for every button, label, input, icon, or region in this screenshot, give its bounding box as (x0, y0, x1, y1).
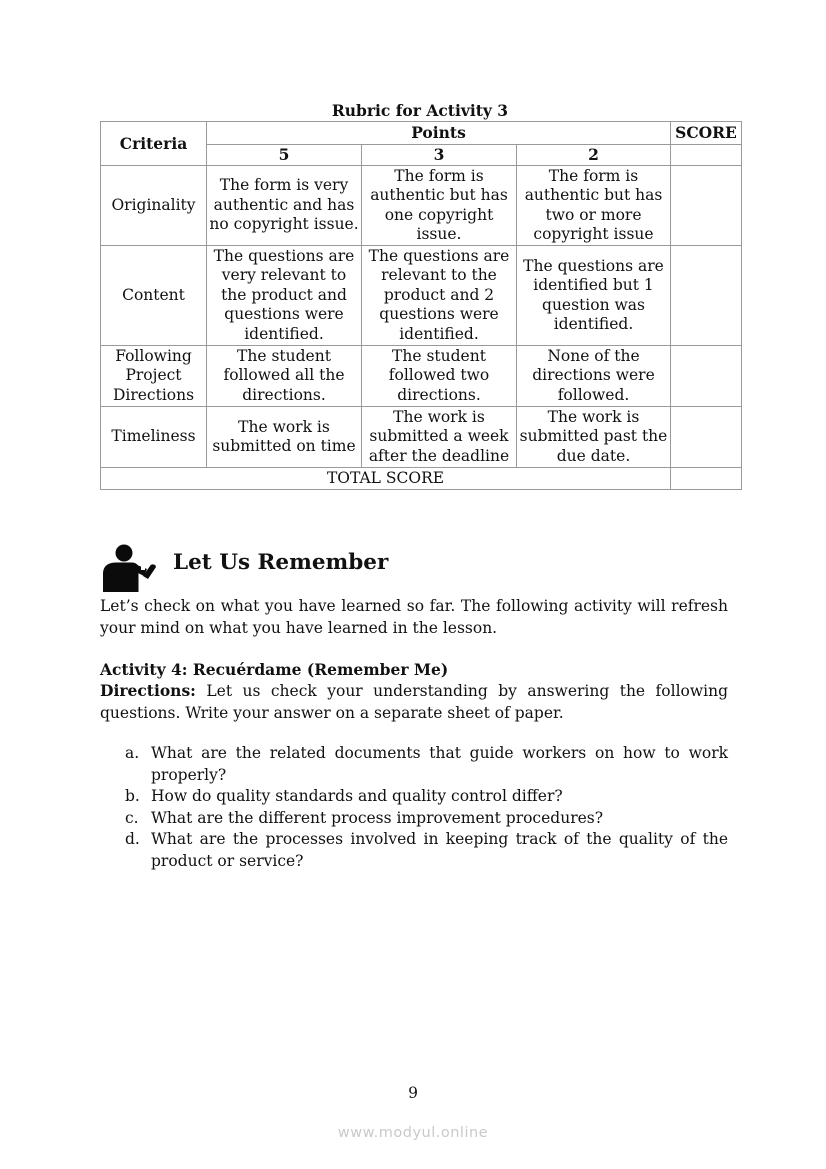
watermark: www.modyul.online (337, 1125, 489, 1141)
list-item (100, 808, 728, 830)
criterion-cell: Following Project Directions (101, 346, 207, 407)
list-marker: b. (125, 787, 140, 805)
table-row (101, 346, 742, 407)
rubric-cell: The work is submitted a week after the deadline (362, 407, 517, 468)
total-row (101, 468, 742, 490)
intro-paragraph: Let’s check on what you have learned so far. The following activity will refresh your mind on what you have learned in the lesson. (100, 597, 728, 637)
rubric-cell: The questions are very relevant to the product and questions were identified. (207, 246, 362, 346)
score-header: SCORE (671, 122, 742, 145)
rubric-cell: None of the directions were followed. (517, 346, 671, 407)
rubric-cell: The student followed two directions. (362, 346, 517, 407)
activity-title: Activity 4: Recuérdame (Remember Me) (100, 660, 449, 679)
page-number: 9 (408, 1084, 418, 1102)
score-cell (671, 346, 742, 407)
table-row (101, 166, 742, 246)
question-text: What are the related documents that guide workers on how to work properly? (151, 744, 728, 784)
rubric-cell: The student followed all the directions. (207, 346, 362, 407)
rubric-cell: The work is submitted on time (207, 407, 362, 468)
level-header: 5 (207, 145, 362, 166)
rubric-cell: The questions are identified but 1 question was identified. (517, 246, 671, 346)
rubric-cell: The work is submitted past the due date. (517, 407, 671, 468)
section-title: Let Us Remember (173, 550, 389, 575)
rubric-cell: The questions are relevant to the product and 2 questions were identified. (362, 246, 517, 346)
directions-label: Directions: (100, 681, 196, 700)
question-text: How do quality standards and quality control differ? (151, 787, 563, 805)
table-row (101, 407, 742, 468)
list-item (100, 743, 728, 786)
list-marker: c. (125, 808, 139, 827)
rubric-header-row (101, 122, 742, 145)
question-text: What are the processes involved in keeping track of the quality of the product or service? (151, 830, 728, 870)
criterion-cell: Content (101, 246, 207, 346)
questions-list (100, 743, 728, 872)
criteria-header: Criteria (101, 122, 207, 166)
rubric-cell: The form is authentic but has one copyright issue. (362, 166, 517, 246)
person-thinking-icon (103, 544, 161, 592)
score-cell (671, 145, 742, 166)
list-item (100, 786, 728, 808)
list-item (100, 829, 728, 872)
criterion-cell: Timeliness (101, 407, 207, 468)
rubric-cell: The form is authentic but has two or more copyright issue (517, 166, 671, 246)
points-header: Points (207, 122, 671, 145)
rubric-cell: The form is very authentic and has no copyright issue. (207, 166, 362, 246)
level-header: 3 (362, 145, 517, 166)
rubric-caption: Rubric for Activity 3 (331, 101, 509, 120)
score-cell (671, 246, 742, 346)
directions-text: Let us check your understanding by answering the following questions. Write your answer on a separate sheet of paper. (100, 682, 728, 722)
score-cell (671, 407, 742, 468)
total-score-cell (671, 468, 742, 490)
question-text: What are the different process improvement procedures? (151, 808, 604, 827)
list-marker: a. (125, 744, 140, 762)
criterion-cell: Originality (101, 166, 207, 246)
rubric-table (100, 121, 742, 490)
score-cell (671, 166, 742, 246)
directions-paragraph (100, 680, 728, 724)
list-marker: d. (125, 830, 140, 848)
total-score-label: TOTAL SCORE (101, 468, 671, 490)
level-header: 2 (517, 145, 671, 166)
table-row (101, 246, 742, 346)
